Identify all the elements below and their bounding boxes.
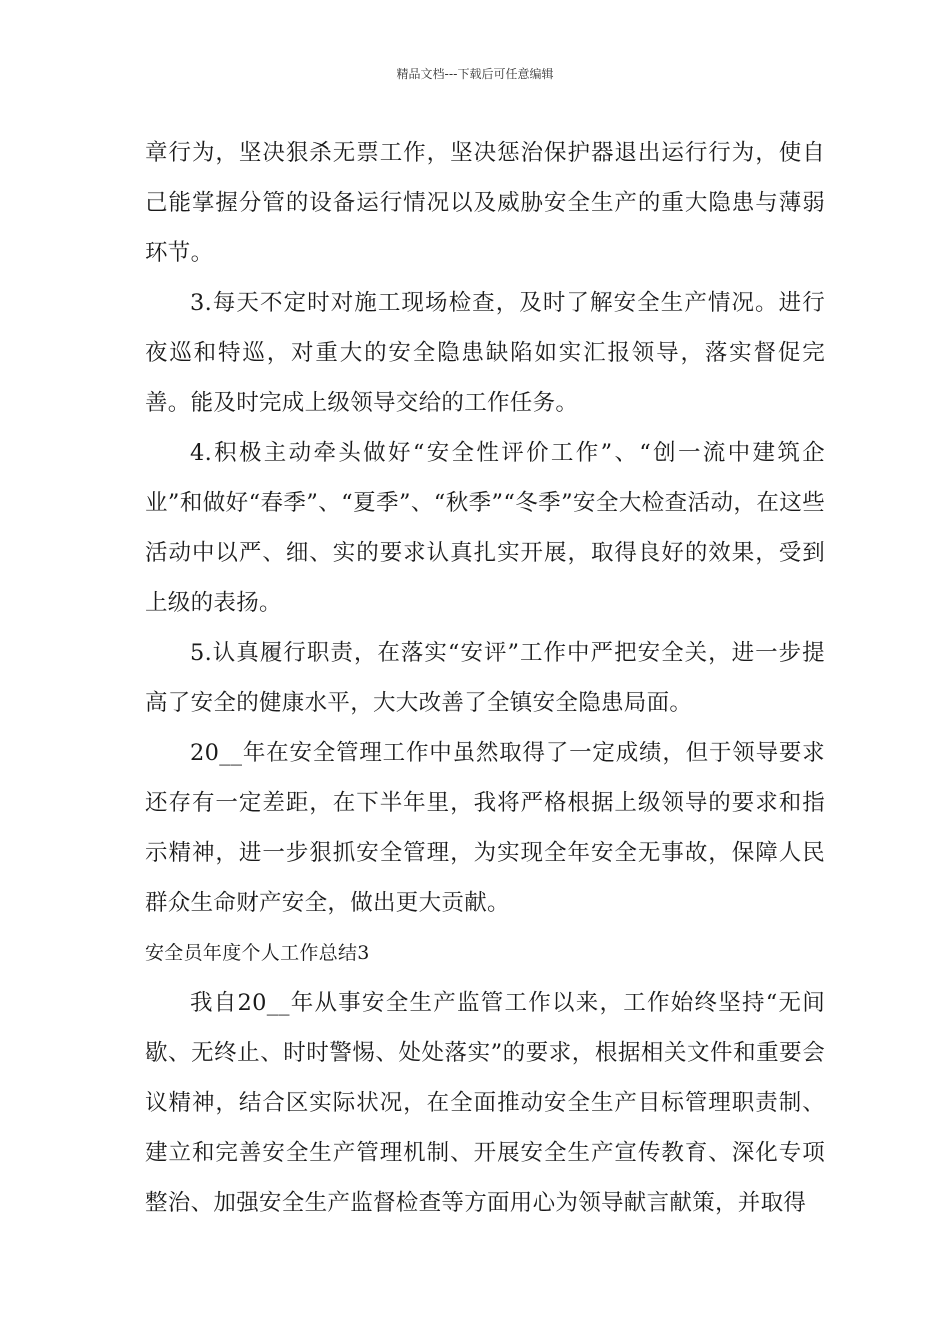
paragraph-item-3: 3.每天不定时对施工现场检查，及时了解安全生产情况。进行夜巡和特巡，对重大的安全隐患缺陷如实汇报领导，落实督促完善。能及时完成上级领导交给的工作任务。 [145, 290, 825, 416]
section-title: 安全员年度个人工作总结3 [145, 942, 370, 964]
paragraph-conclusion: 20__年在安全管理工作中虽然取得了一定成绩，但于领导要求还存有一定差距，在下半年里，我将严格根据上级领导的要求和指示精神，进一步狠抓安全管理，为实现全年安全无事故，保障人民群众生命财产安全，做出更大贡献。 [145, 740, 825, 916]
paragraph-item-4: 4.积极主动牵头做好“安全性评价工作”、“创一流中建筑企业”和做好“春季”、“夏季”、“秋季”“冬季”安全大检查活动，在这些活动中以严、细、实的要求认真扎实开展，取得良好的效果，受到上级的表扬。 [145, 440, 825, 616]
section-paragraph: 我自20__年从事安全生产监管工作以来，工作始终坚持“无间歇、无终止、时时警惕、处处落实”的要求，根据相关文件和重要会议精神，结合区实际状况，在全面推动安全生产目标管理职责制、建立和完善安全生产管理机制、开展安全生产宣传教育、深化专项整治、加强安全生产监督检查等方面用心为领导献言献策，并取得 [145, 990, 825, 1216]
paragraph-item-5: 5.认真履行职责，在落实“安评”工作中严把安全关，进一步提高了安全的健康水平，大大改善了全镇安全隐患局面。 [145, 640, 825, 716]
paragraph-continuation: 章行为，坚决狠杀无票工作，坚决惩治保护器退出运行行为，使自己能掌握分管的设备运行情况以及威胁安全生产的重大隐患与薄弱环节。 [145, 140, 825, 266]
page-header: 精品文档---下载后可任意编辑 [396, 67, 554, 81]
document-body [145, 128, 825, 1228]
